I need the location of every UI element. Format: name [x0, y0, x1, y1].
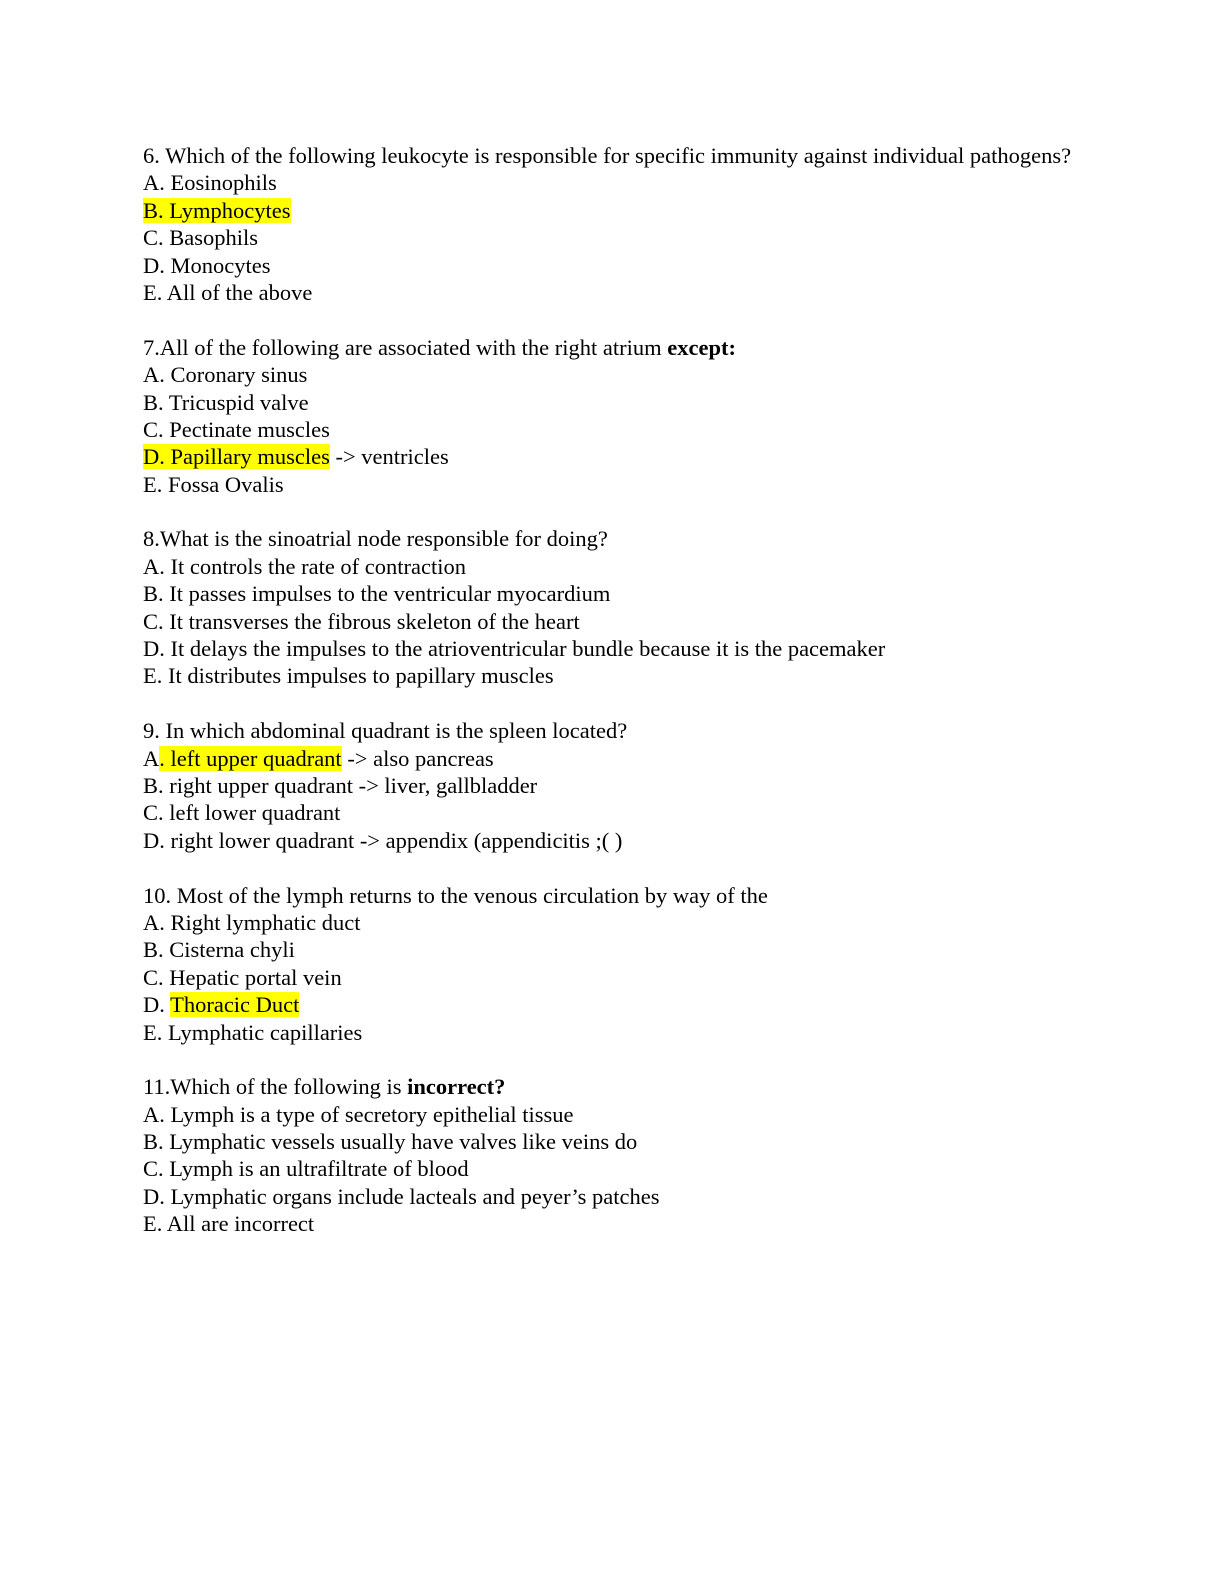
question-7-stem-text: 7.All of the following are associated with the right atrium — [143, 334, 668, 360]
question-8-option-c: C. It transverses the fibrous skeleton of the heart — [143, 608, 580, 634]
spacer — [143, 1046, 1083, 1073]
answer-highlight: . left upper quadrant — [159, 745, 342, 771]
question-7-option-a: A. Coronary sinus — [143, 362, 308, 388]
question-10-stem: 10. Most of the lymph returns to the venous circulation by way of the — [143, 882, 768, 908]
answer-highlight: B. Lymphocytes — [143, 197, 291, 223]
spacer — [143, 498, 1083, 525]
question-11-option-e: E. All are incorrect — [143, 1211, 315, 1237]
question-9-option-d: D. right lower quadrant -> appendix (appendicitis ;( ) — [143, 827, 623, 853]
question-9-option-c: C. left lower quadrant — [143, 800, 341, 826]
question-list — [143, 142, 1083, 1238]
question-6-option-a: A. Eosinophils — [143, 170, 277, 196]
answer-note: -> also pancreas — [341, 745, 494, 771]
question-7-option-d — [143, 443, 1083, 470]
question-11-option-b: B. Lymphatic vessels usually have valves like veins do — [143, 1129, 638, 1155]
question-9-stem: 9. In which abdominal quadrant is the spleen located? — [143, 718, 628, 744]
answer-highlight: Thoracic Duct — [170, 992, 300, 1018]
question-6-option-d: D. Monocytes — [143, 252, 271, 278]
answer-highlight: D. Papillary muscles — [143, 444, 330, 470]
question-7-stem-emphasis: except: — [667, 334, 736, 360]
question-6-option-e: E. All of the above — [143, 279, 313, 305]
question-11-option-a: A. Lymph is a type of secretory epithelial tissue — [143, 1101, 574, 1127]
question-9-option-a — [143, 745, 1083, 772]
question-7-option-e: E. Fossa Ovalis — [143, 471, 284, 497]
question-8 — [143, 525, 1083, 689]
question-11-option-d: D. Lymphatic organs include lacteals and peyer’s patches — [143, 1183, 660, 1209]
question-8-option-b: B. It passes impulses to the ventricular myocardium — [143, 581, 611, 607]
spacer — [143, 306, 1083, 333]
answer-note: -> ventricles — [329, 444, 449, 470]
question-7 — [143, 334, 1083, 498]
question-7-stem — [143, 334, 1083, 361]
question-10-option-a: A. Right lymphatic duct — [143, 909, 361, 935]
question-6-option-b — [143, 197, 1083, 224]
question-11-stem-emphasis: incorrect? — [407, 1074, 506, 1100]
option-letter: D. — [143, 992, 171, 1018]
question-6-stem: 6. Which of the following leukocyte is responsible for specific immunity against individual pathogens? — [143, 143, 1072, 168]
question-9-option-b: B. right upper quadrant -> liver, gallbladder — [143, 773, 538, 798]
question-10-option-d — [143, 991, 1083, 1018]
question-7-option-b: B. Tricuspid valve — [143, 389, 309, 415]
question-6 — [143, 142, 1083, 306]
question-8-option-d: D. It delays the impulses to the atrioventricular bundle because it is the pacemaker — [143, 636, 886, 662]
question-10-option-b: B. Cisterna chyli — [143, 937, 295, 963]
question-8-option-a: A. It controls the rate of contraction — [143, 553, 467, 579]
question-7-option-c: C. Pectinate muscles — [143, 416, 330, 442]
question-9 — [143, 717, 1083, 854]
question-8-option-e: E. It distributes impulses to papillary muscles — [143, 663, 554, 689]
question-11-stem — [143, 1073, 1083, 1100]
spacer — [143, 854, 1083, 881]
question-10 — [143, 882, 1083, 1046]
question-10-option-e: E. Lymphatic capillaries — [143, 1019, 363, 1045]
question-11-option-c: C. Lymph is an ultrafiltrate of blood — [143, 1156, 469, 1182]
question-10-option-c: C. Hepatic portal vein — [143, 964, 342, 990]
question-11 — [143, 1073, 1083, 1237]
question-11-stem-text: 11.Which of the following is — [143, 1074, 408, 1100]
question-6-option-c: C. Basophils — [143, 225, 259, 251]
question-8-stem: 8.What is the sinoatrial node responsible for doing? — [143, 526, 608, 552]
spacer — [143, 690, 1083, 717]
option-letter: A — [143, 745, 160, 771]
